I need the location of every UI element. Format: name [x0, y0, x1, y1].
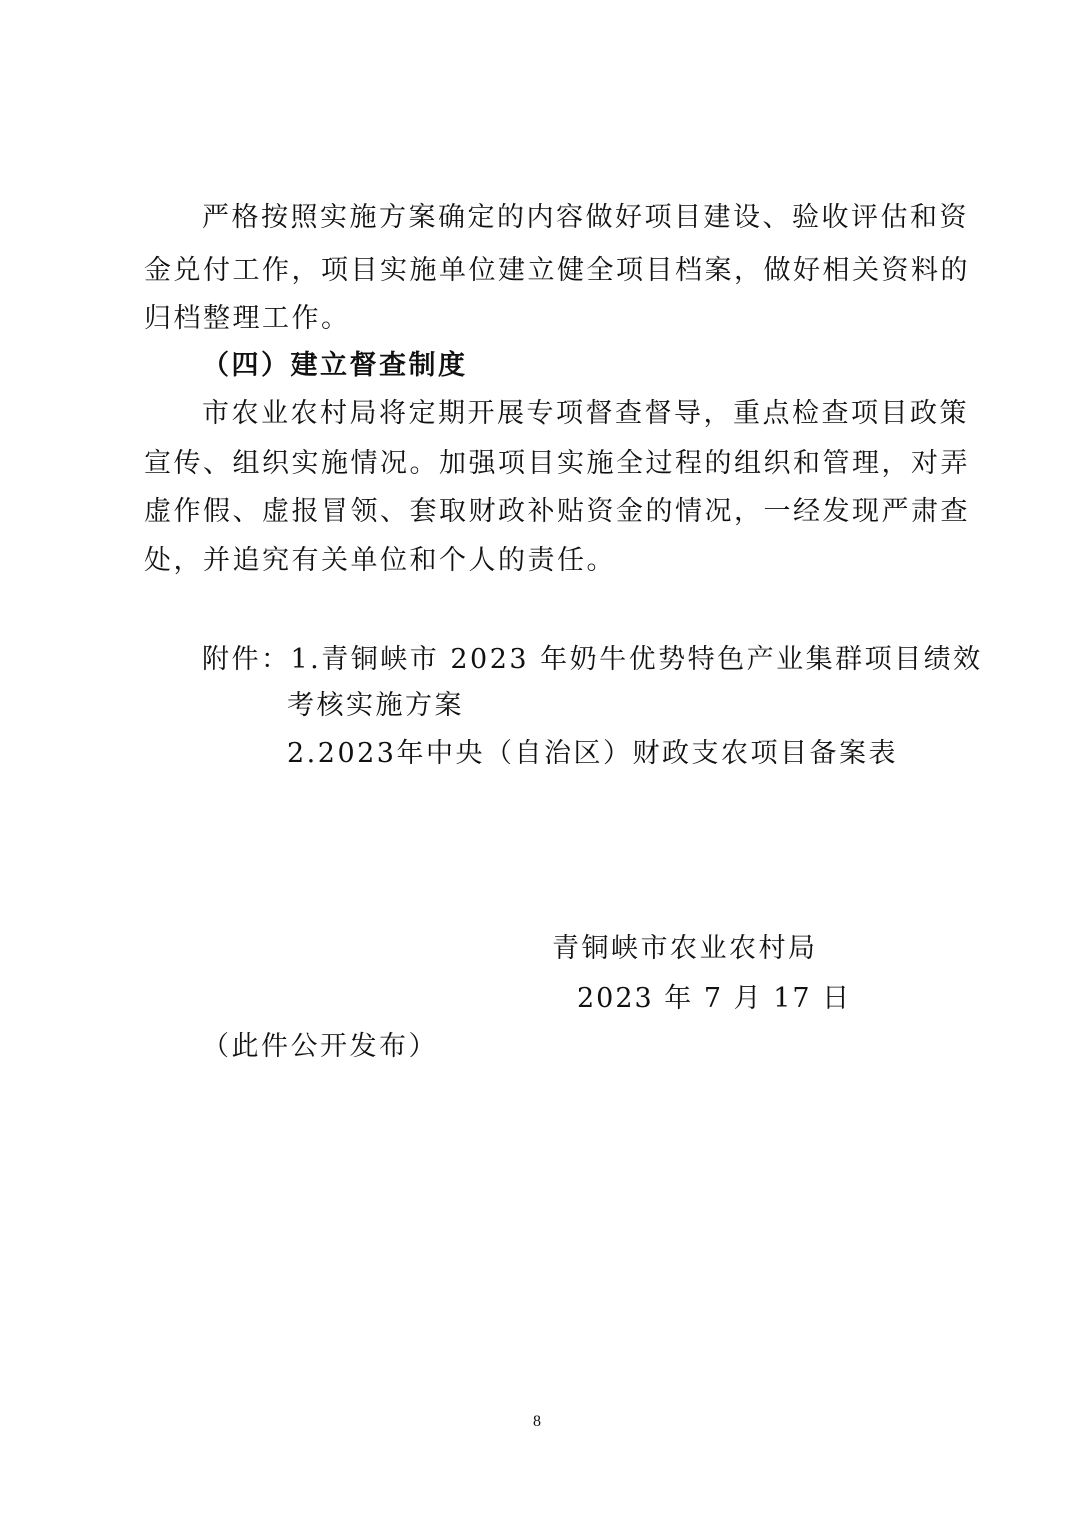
page-number: 8 [533, 1413, 541, 1430]
publication-note: （此件公开发布） [202, 1031, 438, 1062]
paragraph-2-line-1: 市农业农村局将定期开展专项督查督导，重点检查项目政策 [202, 398, 969, 429]
paragraph-2-line-4: 处，并追究有关单位和个人的责任。 [144, 545, 616, 576]
paragraph-1-line-2: 金兑付工作，项目实施单位建立健全项目档案，做好相关资料的 [144, 255, 970, 286]
paragraph-2-line-3: 虚作假、虚报冒领、套取财政补贴资金的情况，一经发现严肃查 [144, 496, 970, 527]
paragraph-1-line-1: 严格按照实施方案确定的内容做好项目建设、验收评估和资 [202, 202, 969, 233]
section-heading-4: （四）建立督查制度 [202, 350, 468, 381]
attachment-label-line: 附件：1.青铜峡市 2023 年奶牛优势特色产业集群项目绩效 [202, 644, 983, 675]
paragraph-1-line-3: 归档整理工作。 [144, 303, 351, 334]
attachment-item-2: 2.2023年中央（自治区）财政支农项目备案表 [287, 738, 898, 769]
signature-organization: 青铜峡市农业农村局 [552, 933, 818, 964]
paragraph-2-line-2: 宣传、组织实施情况。加强项目实施全过程的组织和管理，对弄 [144, 448, 970, 479]
attachment-item-1-continued: 考核实施方案 [287, 690, 464, 721]
signature-date: 2023 年 7 月 17 日 [577, 983, 852, 1014]
